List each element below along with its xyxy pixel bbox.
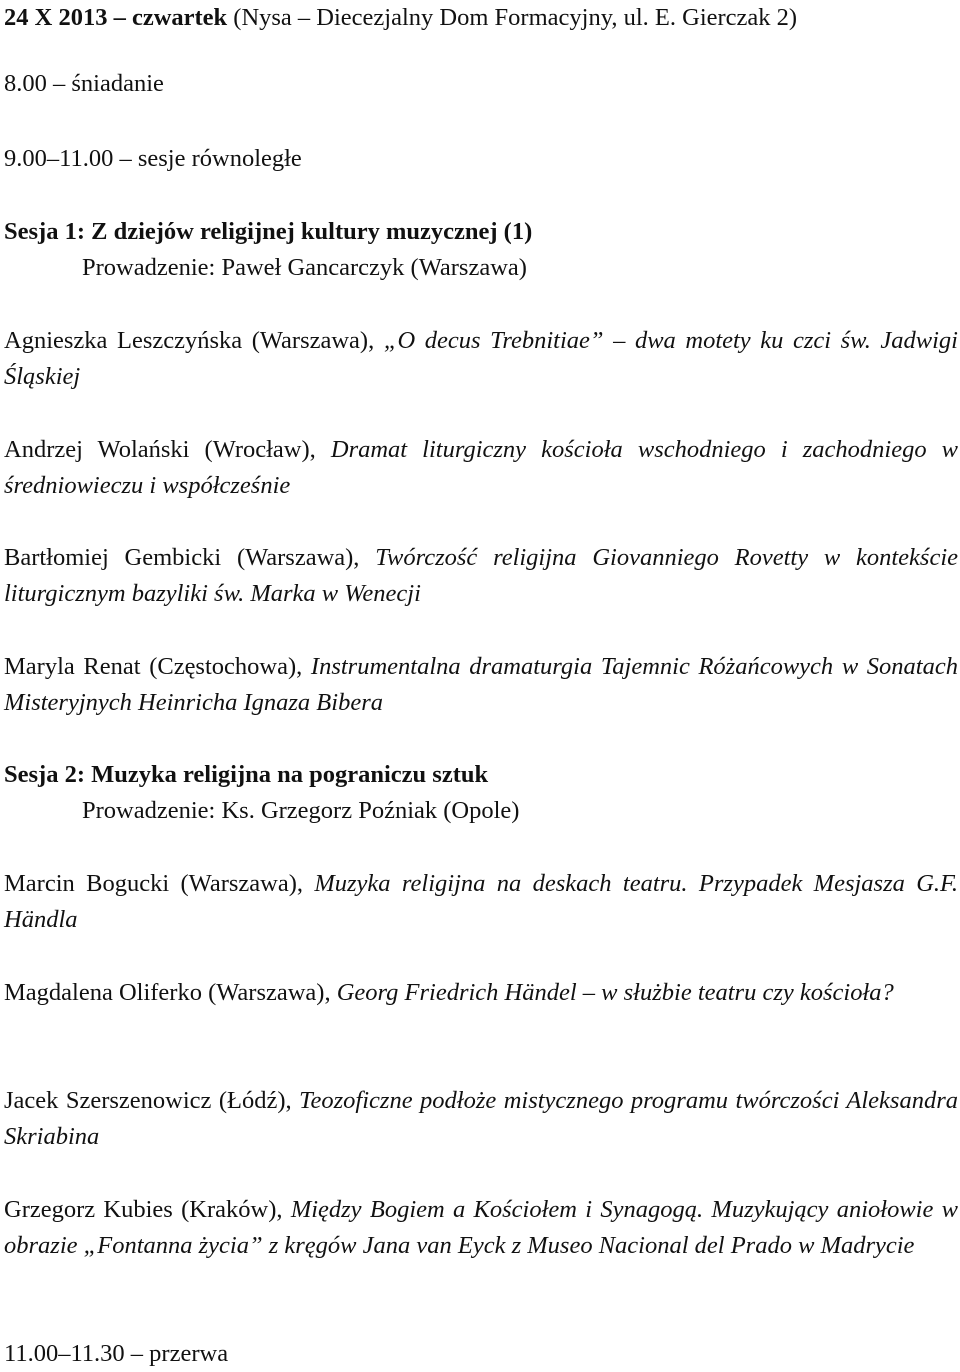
talk-title: Instrumentalna dramaturgia Tajemnic Różańcowych w Sonatach Misteryjnych Heinricha Ignaza Bibera bbox=[4, 653, 958, 716]
talk-item bbox=[4, 323, 958, 395]
talk-speaker: Agnieszka Leszczyńska (Warszawa), bbox=[4, 327, 384, 354]
session-1-chair: Prowadzenie: Paweł Gancarczyk (Warszawa) bbox=[82, 254, 527, 281]
talk-title: „O decus Trebnitiae” – dwa motety ku czci św. Jadwigi Śląskiej bbox=[4, 327, 958, 390]
schedule-breakfast: 8.00 – śniadanie bbox=[4, 70, 164, 97]
talk-speaker: Magdalena Oliferko (Warszawa), bbox=[4, 979, 337, 1006]
talk-item bbox=[4, 866, 958, 938]
talk-title: Georg Friedrich Händel – w służbie teatru czy kościoła? bbox=[336, 979, 894, 1006]
talk-item bbox=[4, 432, 958, 504]
talk-item bbox=[4, 1192, 958, 1264]
talk-speaker: Maryla Renat (Częstochowa), bbox=[4, 653, 311, 680]
talk-speaker: Grzegorz Kubies (Kraków), bbox=[4, 1196, 291, 1223]
day-date: 24 X 2013 – czwartek bbox=[4, 4, 228, 31]
talk-title: Teozoficzne podłoże mistycznego programu twórczości Aleksandra Skriabina bbox=[4, 1087, 958, 1150]
talk-title: Twórczość religijna Giovanniego Rovetty w kontekście liturgicznym bazyliki św. Marka w Wenecji bbox=[4, 544, 958, 607]
session-1-title: Sesja 1: Z dziejów religijnej kultury muzycznej (1) bbox=[4, 218, 533, 245]
talk-speaker: Andrzej Wolański (Wrocław), bbox=[4, 436, 331, 463]
talk-title: Między Bogiem a Kościołem i Synagogą. Muzykujący aniołowie w obrazie „Fontanna życia” z kręgów Jana van Eyck z Museo Nacional del Prado w Madrycie bbox=[4, 1196, 958, 1259]
talk-speaker: Bartłomiej Gembicki (Warszawa), bbox=[4, 544, 376, 571]
talk-item bbox=[4, 1083, 958, 1155]
talk-item bbox=[4, 975, 958, 1011]
session-2-chair: Prowadzenie: Ks. Grzegorz Poźniak (Opole) bbox=[82, 797, 520, 824]
talk-speaker: Marcin Bogucki (Warszawa), bbox=[4, 870, 315, 897]
day-header bbox=[4, 0, 958, 36]
day-place: (Nysa – Diecezjalny Dom Formacyjny, ul. E. Gierczak 2) bbox=[227, 4, 798, 31]
talk-title: Muzyka religijna na deskach teatru. Przypadek Mesjasza G.F. Händla bbox=[4, 870, 958, 933]
schedule-sessions: 9.00–11.00 – sesje równoległe bbox=[4, 145, 302, 172]
schedule-break: 11.00–11.30 – przerwa bbox=[4, 1340, 229, 1367]
talk-item bbox=[4, 649, 958, 721]
talk-speaker: Jacek Szerszenowicz (Łódź), bbox=[4, 1087, 300, 1114]
session-2-title: Sesja 2: Muzyka religijna na pograniczu sztuk bbox=[4, 761, 489, 788]
talk-item bbox=[4, 540, 958, 612]
talk-title: Dramat liturgiczny kościoła wschodniego i zachodniego w średniowieczu i współcześnie bbox=[4, 436, 958, 499]
